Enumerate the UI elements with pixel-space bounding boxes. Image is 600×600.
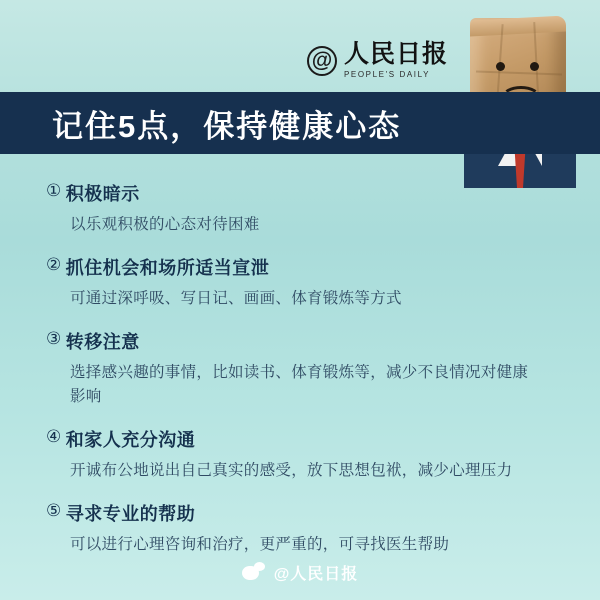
tips-list (0, 154, 600, 557)
at-symbol-icon (307, 46, 337, 76)
list-item (46, 254, 556, 311)
list-item-number: ⑤ (46, 501, 62, 521)
brand-text (344, 42, 448, 79)
list-item-description: 以乐观积极的心态对待困难 (70, 216, 260, 233)
list-item-number: ① (46, 181, 62, 200)
brand-name-cn: 人民日报 (343, 40, 448, 68)
list-item-heading: 寻求专业的帮助 (65, 504, 196, 525)
list-item-heading-row (46, 328, 556, 354)
bag-crease (476, 70, 562, 75)
sad-face-eye-right (530, 62, 539, 71)
list-item (46, 180, 556, 237)
weibo-icon (242, 562, 266, 582)
footer-watermark (0, 544, 600, 600)
list-item-description: 可以进行心理咨询和治疗，更严重的，可寻找医生帮助 (70, 536, 450, 554)
list-item-description: 选择感兴趣的事情，比如读书、体育锻炼等，减少不良情况对健康影响 (70, 364, 529, 406)
list-item-heading-row (46, 500, 556, 526)
brand-name-en: PEOPLE'S DAILY (343, 70, 431, 79)
list-item-number: ② (46, 255, 62, 275)
list-item-number: ④ (46, 427, 62, 447)
list-item (46, 328, 556, 409)
poster-header (0, 0, 600, 92)
list-item-heading: 转移注意 (65, 332, 140, 353)
title-band (0, 92, 600, 154)
page-title: 记住5点，保持健康心态 (52, 108, 402, 144)
list-item (46, 426, 556, 483)
peoples-daily-logo (307, 42, 448, 79)
footer-account-name: @人民日报 (273, 565, 359, 583)
list-item-heading-row (46, 426, 556, 452)
weibo-icon-small-bubble (254, 562, 265, 571)
list-item-description: 开诚布公地说出自己真实的感受，放下思想包袱，减少心理压力 (70, 462, 513, 480)
list-item-heading: 和家人充分沟通 (65, 430, 196, 451)
list-item-description: 可通过深呼吸、写日记、画画、体育锻炼等方式 (70, 290, 402, 308)
list-item-number: ③ (46, 329, 62, 349)
list-item-heading: 抓住机会和场所适当宣泄 (65, 258, 270, 279)
sad-face-eye-left (496, 62, 505, 71)
list-item-heading: 积极暗示 (65, 184, 140, 204)
list-item-heading-row (46, 254, 556, 280)
